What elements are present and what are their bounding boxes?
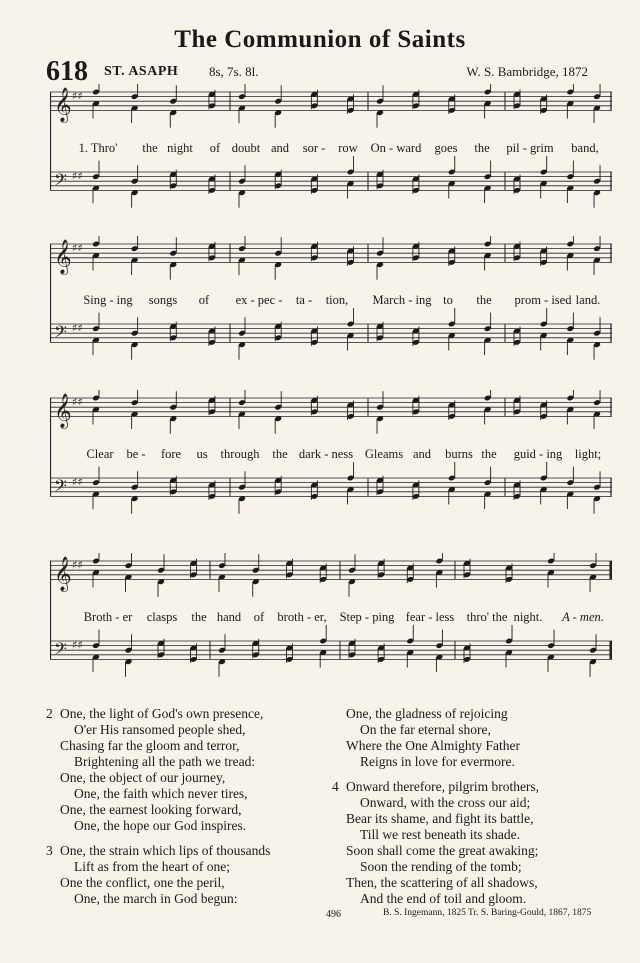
svg-text:♯♯: ♯♯ — [72, 241, 83, 255]
lyric-syllable: fore — [160, 447, 182, 461]
lyric-syllable: On - ward — [370, 141, 422, 155]
lyric-syllable: band, — [571, 141, 599, 155]
verse-line: Onward therefore, pilgrim brothers, — [346, 779, 540, 794]
verse-line: One, the object of our journey, — [60, 770, 226, 785]
svg-text:𝄢: 𝄢 — [54, 638, 67, 663]
lyric-syllable: prom - ised — [514, 293, 572, 307]
hymn-number: 618 — [46, 56, 88, 87]
verse-line: One, the hope our God inspires. — [74, 818, 247, 833]
svg-text:𝄢: 𝄢 — [54, 321, 67, 346]
verse-column-left — [46, 706, 270, 907]
meter: 8s, 7s. 8l. — [209, 64, 259, 79]
svg-text:𝄞: 𝄞 — [54, 393, 72, 429]
verse-line: Till we rest beneath its shade. — [360, 827, 520, 842]
lyric-syllable: the — [272, 447, 288, 461]
lyric-syllable: broth - er, — [277, 610, 327, 624]
svg-text:♯♯: ♯♯ — [72, 638, 83, 652]
lyric-syllable: Gleams — [364, 447, 404, 461]
lyric-syllable: tion, — [325, 293, 349, 307]
lyric-syllable: Step - ping — [339, 610, 395, 624]
lyric-syllable: pil - grim — [506, 141, 554, 155]
svg-text:♯♯: ♯♯ — [72, 395, 83, 409]
verse-line: Where the One Almighty Father — [346, 738, 520, 753]
lyric-syllable: clasps — [146, 610, 178, 624]
lyric-syllable: the — [476, 293, 492, 307]
verse-line: Soon shall come the great awaking; — [346, 843, 539, 858]
svg-text:𝄞: 𝄞 — [54, 239, 72, 275]
verse-line: Lift as from the heart of one; — [74, 859, 230, 874]
lyric-syllable: ta - — [295, 293, 313, 307]
verse-number: 3 — [46, 843, 53, 858]
verse-line: Chasing far the gloom and terror, — [60, 738, 240, 753]
lyric-syllable: hand — [216, 610, 242, 624]
verse-number: 2 — [46, 706, 53, 721]
lyric-syllable: of — [209, 141, 221, 155]
lyric-syllable: and — [412, 447, 432, 461]
verse-line: One, the light of God's own presence, — [60, 706, 264, 721]
lyric-syllable: ex - pec - — [235, 293, 283, 307]
svg-text:♯♯: ♯♯ — [72, 169, 83, 183]
lyric-syllable: and — [270, 141, 290, 155]
verse-line: One, the earnest looking forward, — [60, 802, 242, 817]
lyric-syllable: sor - — [302, 141, 326, 155]
composer: W. S. Bambridge, 1872 — [466, 64, 588, 79]
lyric-syllable: to — [443, 293, 453, 307]
verse-line: One, the faith which never tires, — [74, 786, 248, 801]
lyric-syllable: 1. Thro' — [78, 141, 118, 155]
verse-line: On the far eternal shore, — [360, 722, 491, 737]
verse-line: One, the march in God begun: — [74, 891, 238, 906]
lyric-syllable: row — [338, 141, 358, 155]
lyric-syllable: Clear — [86, 447, 114, 461]
verse-line: And the end of toil and gloom. — [360, 891, 527, 906]
lyric-syllable: the — [142, 141, 158, 155]
lyric-syllable: Sing - ing — [83, 293, 133, 307]
lyric-syllable: of — [253, 610, 265, 624]
lyric-syllable: burns — [445, 447, 473, 461]
verse-column-right — [332, 706, 539, 907]
lyric-syllable: thro' the — [466, 610, 508, 624]
lyric-syllable: the — [191, 610, 207, 624]
lyric-syllable: night — [167, 141, 193, 155]
svg-text:♯♯: ♯♯ — [72, 321, 83, 335]
lyric-syllable: light; — [574, 447, 602, 461]
lyric-syllable: us — [196, 447, 208, 461]
svg-text:𝄞: 𝄞 — [54, 87, 72, 123]
verse-line: Brightening all the path we tread: — [74, 754, 256, 769]
lyric-syllable: doubt — [231, 141, 261, 155]
author-credit: B. S. Ingemann, 1825 Tr. S. Baring-Gould, 1867, 1875 — [383, 908, 592, 918]
lyric-syllable: goes — [434, 141, 458, 155]
verse-line: Soon the rending of the tomb; — [360, 859, 522, 874]
verse-line: Onward, with the cross our aid; — [360, 795, 531, 810]
verse-line: Bear its shame, and fight its battle, — [346, 811, 534, 826]
lyric-syllable: songs — [148, 293, 178, 307]
verse-line: O'er His ransomed people shed, — [74, 722, 246, 737]
verse-line: Reigns in love for evermore. — [360, 754, 515, 769]
svg-text:𝄢: 𝄢 — [54, 169, 67, 194]
verse-line: One, the gladness of rejoicing — [346, 706, 508, 721]
lyric-syllable: March - ing — [372, 293, 432, 307]
svg-text:♯♯: ♯♯ — [72, 475, 83, 489]
svg-text:♯♯: ♯♯ — [72, 89, 83, 103]
lyric-syllable: the — [481, 447, 497, 461]
page-number: 496 — [326, 909, 341, 920]
lyric-syllable: be - — [126, 447, 146, 461]
svg-text:♯♯: ♯♯ — [72, 558, 83, 572]
verse-line: One the conflict, one the peril, — [60, 875, 225, 890]
svg-text:𝄞: 𝄞 — [54, 556, 72, 592]
lyric-syllable: the — [474, 141, 490, 155]
verse-line: One, the strain which lips of thousands — [60, 843, 271, 858]
verse-line: Then, the scattering of all shadows, — [346, 875, 538, 890]
lyric-syllable: Broth - er — [83, 610, 133, 624]
svg-text:𝄢: 𝄢 — [54, 475, 67, 500]
page-title: The Communion of Saints — [174, 26, 466, 53]
lyric-syllable: dark - ness — [298, 447, 354, 461]
lyric-syllable: land. — [575, 293, 601, 307]
lyric-syllable: night. — [513, 610, 543, 624]
lyric-syllable: of — [198, 293, 210, 307]
lyric-syllable: fear - less — [405, 610, 455, 624]
lyric-syllable: A - men. — [562, 610, 604, 624]
lyric-syllable: through — [220, 447, 260, 461]
lyric-syllable: guid - ing — [513, 447, 563, 461]
verse-number: 4 — [332, 779, 339, 794]
tune-name: ST. ASAPH — [104, 64, 179, 79]
